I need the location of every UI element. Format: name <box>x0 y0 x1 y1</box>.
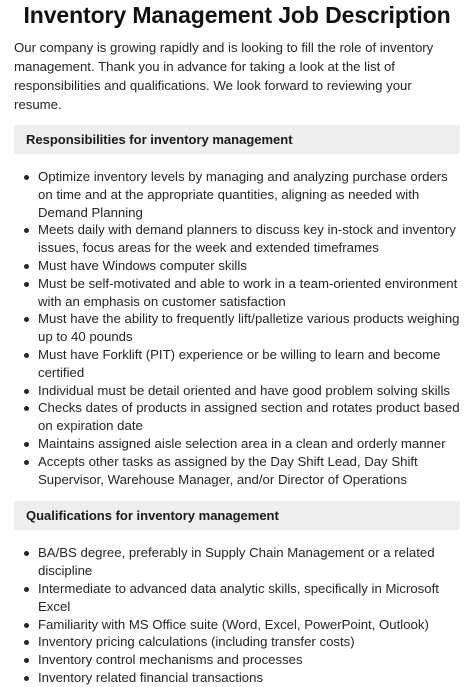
list-item-text: Must have the ability to frequently lift/palletize various products weighing up to 40 pounds <box>38 311 460 345</box>
list-item-text: Optimize inventory levels by managing and analyzing purchase orders on time and at the appropriate quantities, aligning as needed with Demand Planning <box>38 169 448 220</box>
bullet-icon <box>24 317 29 322</box>
intro-paragraph: Our company is growing rapidly and is looking to fill the role of inventory management. Thank you in advance for taking a look at the list of responsibilities and qualifications. We look forward to reviewing your resume. <box>14 40 434 112</box>
list-item <box>38 382 460 400</box>
list-item <box>38 310 460 346</box>
list-item-text: Inventory related financial transactions <box>38 669 264 685</box>
list-item-text: Must have Forklift (PIT) experience or be willing to learn and become certified <box>38 346 441 380</box>
bullet-icon <box>24 353 29 358</box>
qualifications-heading: Qualifications for inventory management <box>14 501 460 530</box>
bullet-icon <box>24 175 29 180</box>
list-item-text: Inventory pricing calculations (including transfer costs) <box>38 634 355 650</box>
bullet-icon <box>24 551 29 556</box>
list-item-text: Must have Windows computer skills <box>38 257 247 273</box>
bullet-icon <box>24 264 29 269</box>
page-title: Inventory Management Job Description <box>23 2 451 28</box>
list-item-text: BA/BS degree, preferably in Supply Chain Management or a related discipline <box>38 545 435 579</box>
list-item-text: Intermediate to advanced data analytic skills, specifically in Microsoft Excel <box>38 580 439 614</box>
list-item-text: Meets daily with demand planners to discuss key in-stock and inventory issues, focus areas for the week and extended timeframes <box>38 222 456 256</box>
list-item <box>38 257 460 275</box>
bullet-icon <box>24 587 29 592</box>
bullet-icon <box>24 389 29 394</box>
list-item <box>38 633 460 651</box>
list-item <box>38 651 460 669</box>
list-item-text: Maintains assigned aisle selection area in a clean and orderly manner <box>38 435 446 451</box>
list-item <box>38 580 460 616</box>
bullet-icon <box>24 442 29 447</box>
list-item <box>38 168 460 221</box>
bullet-icon <box>24 406 29 411</box>
list-item <box>38 275 460 311</box>
list-item-text: Must be self-motivated and able to work in a team-oriented environment with an emphasis on customer satisfaction <box>38 275 458 309</box>
list-item <box>38 346 460 382</box>
bullet-icon <box>24 658 29 663</box>
bullet-icon <box>24 460 29 465</box>
list-item <box>38 669 460 687</box>
list-item <box>38 616 460 634</box>
qualifications-list <box>14 544 460 686</box>
responsibilities-heading: Responsibilities for inventory management <box>14 125 460 154</box>
bullet-icon <box>24 228 29 233</box>
list-item-text: Familiarity with MS Office suite (Word, Excel, PowerPoint, Outlook) <box>38 616 429 632</box>
list-item <box>38 453 460 489</box>
list-item-text: Checks dates of products in assigned section and rotates product based on expiration date <box>38 400 460 434</box>
list-item <box>38 221 460 257</box>
list-item <box>38 544 460 580</box>
list-item-text: Individual must be detail oriented and have good problem solving skills <box>38 382 450 398</box>
list-item <box>38 435 460 453</box>
responsibilities-list <box>14 168 460 488</box>
list-item-text: Accepts other tasks as assigned by the Day Shift Lead, Day Shift Supervisor, Warehouse Manager, and/or Director of Operations <box>38 453 418 487</box>
list-item-text: Inventory control mechanisms and processes <box>38 652 303 668</box>
list-item <box>38 399 460 435</box>
bullet-icon <box>24 676 29 681</box>
bullet-icon <box>24 640 29 645</box>
bullet-icon <box>24 282 29 287</box>
bullet-icon <box>24 623 29 628</box>
